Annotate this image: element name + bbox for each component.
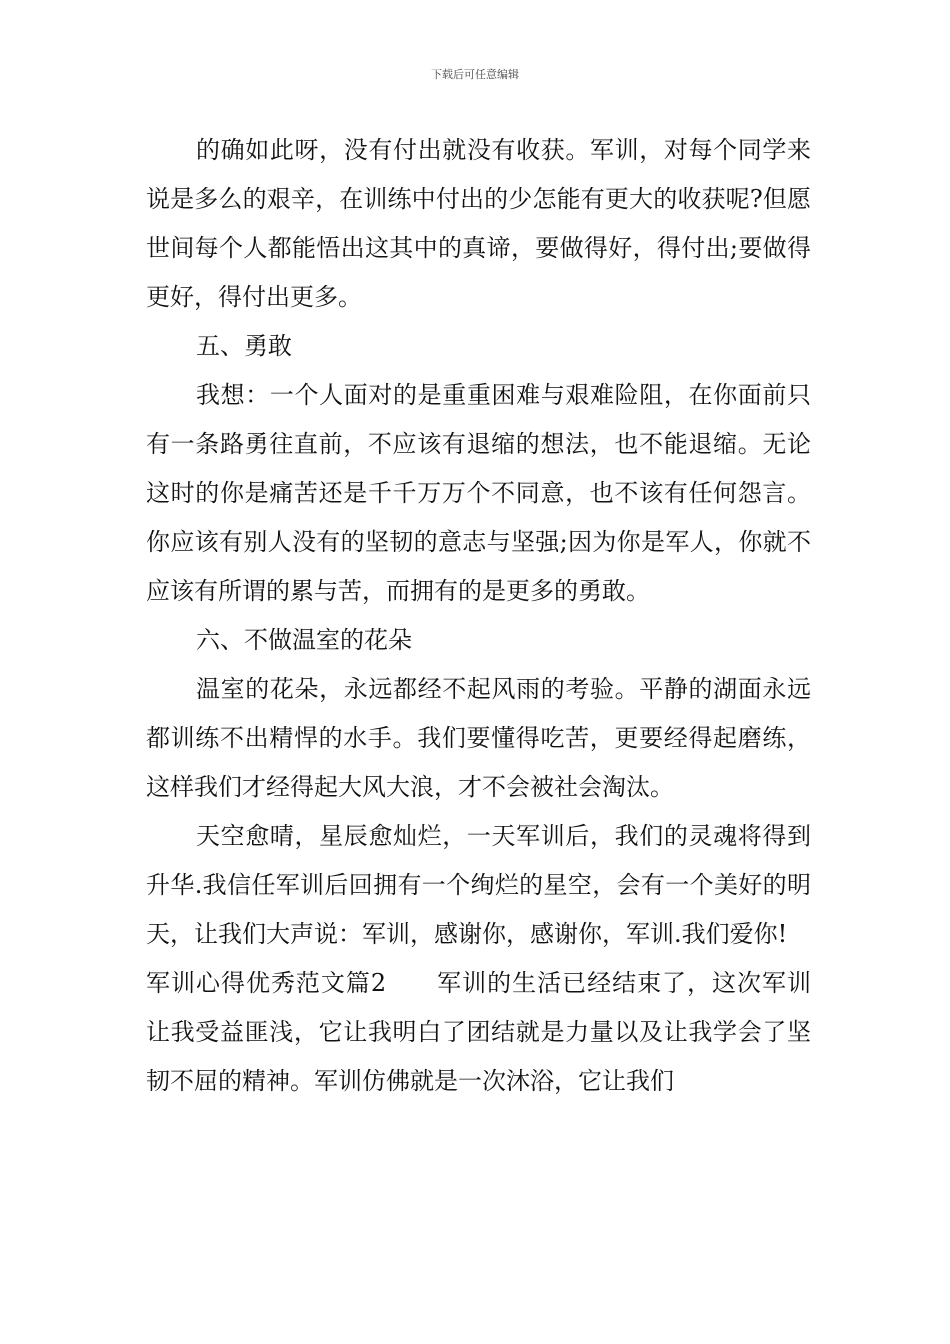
paragraph: 军训的生活已经结束了，这次军训让我受益匪浅，它让我明白了团结就是力量以及让我学会了坚韧不屈的精神。军训仿佛就是一次沐浴，它让我们 [146, 969, 811, 1095]
paragraph: 温室的花朵，永远都经不起风雨的考验。平静的湖面永远都训练不出精悍的水手。我们要懂得吃苦，更要经得起磨练，这样我们才经得起大风大浪，才不会被社会淘汰。 [146, 675, 811, 801]
document-body [146, 126, 811, 1106]
section-heading-5: 五、勇敢 [196, 332, 292, 360]
article-title: 军训心得优秀范文篇2 [146, 969, 387, 997]
paragraph: 的确如此呀，没有付出就没有收获。军训，对每个同学来说是多么的艰辛，在训练中付出的少怎能有更大的收获呢?但愿世间每个人都能悟出这其中的真谛，要做得好，得付出;要做得更好，得付出更多。 [146, 136, 811, 311]
section-heading-6: 六、不做温室的花朵 [196, 626, 412, 654]
paragraph: 我想：一个人面对的是重重困难与艰难险阻，在你面前只有一条路勇往直前，不应该有退缩的想法，也不能退缩。无论这时的你是痛苦还是千千万万个不同意，也不该有任何怨言。你应该有别人没有的坚韧的意志与坚强;因为你是军人，你就不应该有所谓的累与苦，而拥有的是更多的勇敢。 [146, 381, 811, 605]
page-header: 下载后可任意编辑 [431, 68, 519, 81]
paragraph: 天空愈晴，星辰愈灿烂，一天军训后，我们的灵魂将得到升华.我信任军训后回拥有一个绚烂的星空，会有一个美好的明天，让我们大声说：军训，感谢你，感谢你，军训.我们爱你! [146, 822, 811, 948]
article-2-paragraph [146, 959, 811, 1106]
